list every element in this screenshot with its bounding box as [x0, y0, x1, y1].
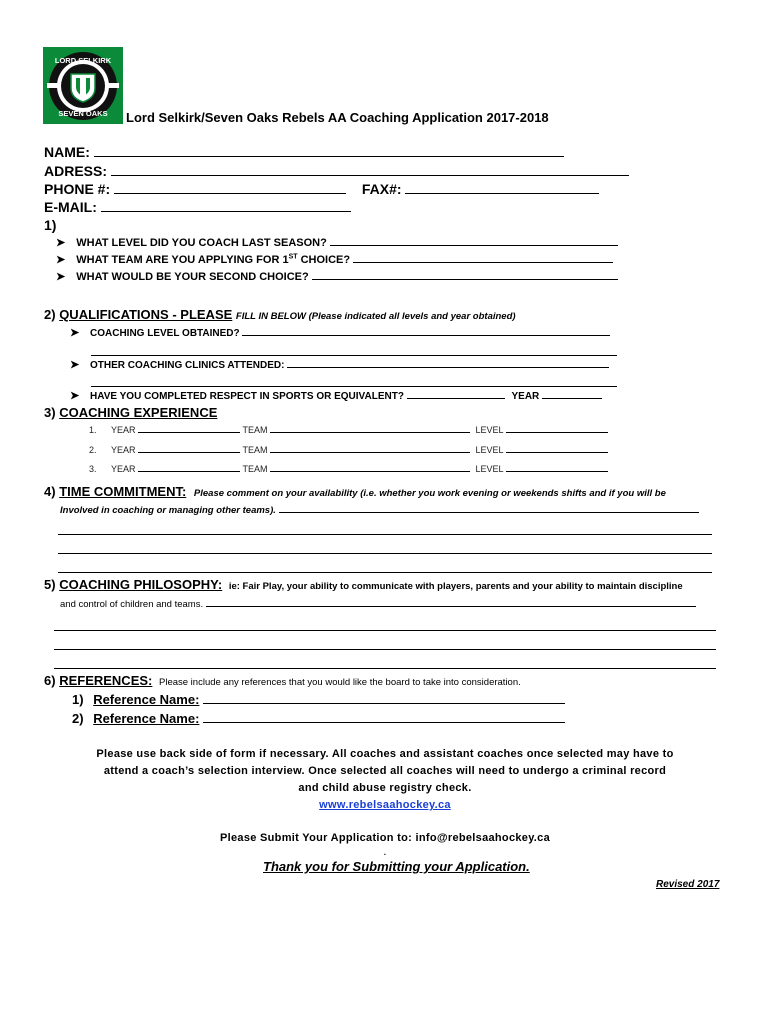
section1-q2-label-pre: WHAT TEAM ARE YOU APPLYING FOR 1	[76, 254, 289, 266]
section1-q3-row	[56, 270, 618, 283]
coaching-experience-row	[89, 445, 608, 455]
section4-line-4[interactable]	[58, 572, 712, 573]
notice-block	[40, 746, 730, 814]
section5-number: 5)	[44, 577, 56, 592]
website-link[interactable]: www.rebelsaahockey.ca	[319, 799, 451, 811]
section2-q1-label: COACHING LEVEL OBTAINED?	[90, 328, 240, 339]
bullet-arrow-icon: ➤	[70, 390, 80, 402]
row-number: 2.	[89, 445, 97, 455]
section1-q2-superscript: ST	[288, 253, 298, 261]
section1-q2-input-line[interactable]	[353, 262, 613, 263]
logo-bottom-text: SEVEN OAKS	[58, 109, 108, 118]
section6-heading: REFERENCES:	[59, 673, 153, 688]
level-label: LEVEL	[475, 445, 504, 455]
level-input-line[interactable]	[506, 432, 608, 433]
section2-q2-label: OTHER COACHING CLINICS ATTENDED:	[90, 360, 285, 371]
section5-line-2[interactable]	[54, 630, 716, 631]
respect-input-line[interactable]	[407, 398, 505, 399]
reference-2-input-line[interactable]	[203, 722, 565, 723]
team-label: TEAM	[242, 425, 268, 435]
section5-line-3[interactable]	[54, 649, 716, 650]
name-label: NAME:	[44, 144, 90, 160]
section2-heading-row	[44, 307, 516, 322]
section4-heading: TIME COMMITMENT:	[59, 484, 187, 499]
reference-2-row	[72, 711, 565, 726]
level-input-line[interactable]	[506, 452, 608, 453]
row-number: 3.	[89, 464, 97, 474]
section1-q3-label: WHAT WOULD BE YOUR SECOND CHOICE?	[76, 271, 309, 283]
section2-number: 2)	[44, 307, 56, 322]
team-input-line[interactable]	[270, 452, 470, 453]
email-input-line[interactable]	[101, 211, 351, 212]
fax-label: FAX#:	[361, 181, 402, 197]
level-input-line[interactable]	[506, 471, 608, 472]
section2-q2-row	[70, 358, 609, 371]
phone-label: PHONE #:	[44, 181, 111, 197]
name-row	[44, 144, 564, 160]
reference-1-number: 1)	[72, 692, 84, 707]
team-input-line[interactable]	[270, 471, 470, 472]
bullet-arrow-icon: ➤	[56, 254, 66, 266]
section4-instruction: Please comment on your availability (i.e. whether you work evening or weekends shifts and if you will be	[193, 488, 666, 499]
section4-instruction2-row	[60, 505, 699, 516]
section1-q1-input-line[interactable]	[330, 245, 618, 246]
section1-q1-row	[56, 236, 618, 249]
footer-dot: .	[383, 848, 387, 857]
club-logo	[43, 47, 123, 124]
year-input-line[interactable]	[138, 452, 240, 453]
section1-q2-label-post: CHOICE?	[297, 254, 351, 266]
section2-q2-input-line[interactable]	[287, 367, 609, 368]
bullet-arrow-icon: ➤	[70, 359, 80, 371]
address-input-line[interactable]	[111, 175, 629, 176]
phone-input-line[interactable]	[114, 193, 346, 194]
section2-q1-row	[70, 326, 610, 339]
section1-q3-input-line[interactable]	[312, 279, 618, 280]
section5-line-4[interactable]	[54, 668, 716, 669]
coaching-experience-row	[89, 425, 608, 435]
section6-heading-row	[44, 673, 521, 688]
bullet-arrow-icon: ➤	[56, 271, 66, 283]
name-input-line[interactable]	[94, 156, 564, 157]
section1-number: 1)	[44, 217, 57, 233]
revised-note: Revised 2017	[656, 879, 720, 890]
reference-2-number: 2)	[72, 711, 84, 726]
section5-heading: COACHING PHILOSOPHY:	[59, 577, 223, 592]
team-label: TEAM	[242, 445, 268, 455]
reference-2-label: Reference Name:	[93, 711, 200, 726]
year-input-line[interactable]	[138, 432, 240, 433]
reference-1-input-line[interactable]	[203, 703, 565, 704]
address-row	[44, 163, 629, 179]
section2-instruction: FILL IN BELOW (Please indicated all levels and year obtained)	[235, 311, 516, 322]
section6-instruction: Please include any references that you would like the board to take into consideration.	[159, 677, 521, 688]
section1-q2-row	[56, 253, 613, 266]
section5-instruction2-row	[60, 599, 696, 610]
section2-q3-row	[70, 389, 602, 402]
section5-instruction: ie: Fair Play, your ability to communicate with players, parents and your ability to maintain discipline	[228, 581, 683, 592]
coaching-experience-row	[89, 464, 608, 474]
address-label: ADRESS:	[44, 163, 108, 179]
notice-line-3: and child abuse registry check.	[298, 782, 472, 794]
section2-q2-extra-line[interactable]	[91, 386, 617, 387]
section4-line-2[interactable]	[58, 534, 712, 535]
section4-input-line[interactable]	[279, 512, 699, 513]
club-crest-icon	[43, 47, 123, 124]
submit-instruction: Please Submit Your Application to: info@rebelsaahockey.ca	[220, 832, 550, 844]
year-label: YEAR	[111, 425, 136, 435]
reference-1-row	[72, 692, 565, 707]
level-label: LEVEL	[475, 464, 504, 474]
section1-q1-label: WHAT LEVEL DID YOU COACH LAST SEASON?	[76, 237, 327, 249]
notice-line-1: Please use back side of form if necessary. All coaches and assistant coaches once selected may have to	[96, 748, 674, 760]
thank-you-message: Thank you for Submitting your Application.	[263, 859, 530, 874]
team-input-line[interactable]	[270, 432, 470, 433]
phone-fax-row	[44, 181, 599, 197]
section5-heading-row	[44, 577, 683, 592]
year-label: YEAR	[111, 464, 136, 474]
section4-instruction2: Involved in coaching or managing other teams).	[60, 505, 276, 516]
fax-input-line[interactable]	[405, 193, 599, 194]
section2-q3-label: HAVE YOU COMPLETED RESPECT IN SPORTS OR EQUIVALENT?	[90, 391, 404, 402]
section4-number: 4)	[44, 484, 56, 499]
logo-top-text: LORD SELKIRK	[54, 56, 112, 65]
email-label: E-MAIL:	[44, 199, 97, 215]
level-label: LEVEL	[475, 425, 504, 435]
section6-number: 6)	[44, 673, 56, 688]
section5-input-line[interactable]	[206, 606, 696, 607]
reference-1-label: Reference Name:	[93, 692, 200, 707]
row-number: 1.	[89, 425, 97, 435]
section3-heading: COACHING EXPERIENCE	[59, 405, 218, 420]
respect-year-input-line[interactable]	[542, 398, 602, 399]
section3-heading-row	[44, 405, 217, 420]
section2-q1-input-line[interactable]	[242, 335, 610, 336]
section5-instruction2: and control of children and teams.	[60, 599, 204, 610]
email-row	[44, 199, 351, 215]
section4-heading-row	[44, 484, 666, 499]
section4-line-3[interactable]	[58, 553, 712, 554]
form-title: Lord Selkirk/Seven Oaks Rebels AA Coaching Application 2017-2018	[126, 110, 549, 125]
year-label: YEAR	[111, 445, 136, 455]
section2-q1-extra-line[interactable]	[91, 355, 617, 356]
year-input-line[interactable]	[138, 471, 240, 472]
bullet-arrow-icon: ➤	[70, 327, 80, 339]
section2-year-label: YEAR	[511, 391, 540, 402]
section3-number: 3)	[44, 405, 56, 420]
section2-heading: QUALIFICATIONS - PLEASE	[59, 307, 233, 322]
bullet-arrow-icon: ➤	[56, 237, 66, 249]
notice-line-2: attend a coach’s selection interview. Once selected all coaches will need to undergo a criminal record	[103, 765, 667, 777]
team-label: TEAM	[242, 464, 268, 474]
